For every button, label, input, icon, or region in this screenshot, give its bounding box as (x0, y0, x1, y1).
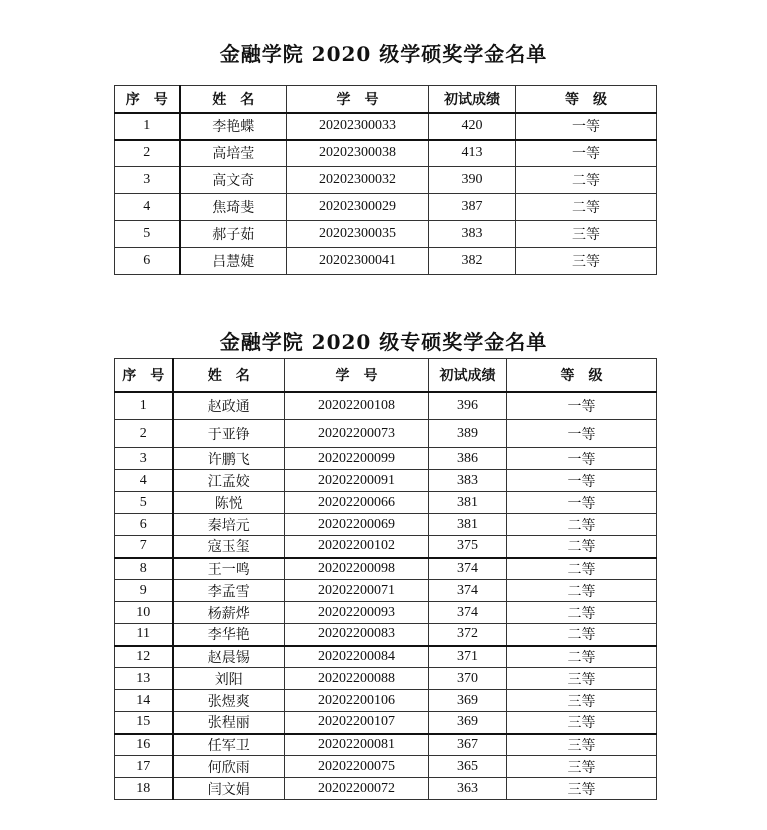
table-row (115, 167, 657, 194)
row-number: 2 (115, 140, 180, 167)
header-score: 初试成绩 (429, 359, 507, 392)
table-header-row (115, 86, 657, 113)
student-name: 刘阳 (173, 668, 285, 690)
student-id: 20202200093 (285, 602, 429, 624)
table-row (115, 558, 657, 580)
table-row (115, 602, 657, 624)
student-name: 李孟雪 (173, 580, 285, 602)
scholarship-grade: 三等 (507, 756, 657, 778)
exam-score: 381 (429, 514, 507, 536)
student-name: 秦培元 (173, 514, 285, 536)
row-number: 5 (115, 221, 180, 248)
table-row (115, 536, 657, 558)
student-id: 20202200071 (285, 580, 429, 602)
scholarship-grade: 一等 (507, 470, 657, 492)
student-name: 高文奇 (180, 167, 287, 194)
table-row (115, 420, 657, 448)
row-number: 5 (115, 492, 173, 514)
exam-score: 370 (429, 668, 507, 690)
student-name: 张程丽 (173, 712, 285, 734)
student-id: 20202200072 (285, 778, 429, 800)
scholarship-grade: 一等 (507, 392, 657, 420)
student-id: 20202300041 (287, 248, 429, 275)
header-grade: 等 级 (507, 359, 657, 392)
row-number: 3 (115, 167, 180, 194)
table-row (115, 514, 657, 536)
exam-score: 387 (429, 194, 516, 221)
scholarship-grade: 三等 (516, 221, 657, 248)
exam-score: 369 (429, 712, 507, 734)
student-id: 20202200069 (285, 514, 429, 536)
row-number: 18 (115, 778, 173, 800)
exam-score: 383 (429, 470, 507, 492)
row-number: 8 (115, 558, 173, 580)
student-id: 20202300033 (287, 113, 429, 140)
student-name: 吕慧婕 (180, 248, 287, 275)
exam-score: 386 (429, 448, 507, 470)
student-id: 20202200108 (285, 392, 429, 420)
table-row (115, 448, 657, 470)
exam-score: 369 (429, 690, 507, 712)
table-row (115, 646, 657, 668)
exam-score: 420 (429, 113, 516, 140)
exam-score: 371 (429, 646, 507, 668)
student-id: 20202300029 (287, 194, 429, 221)
table-row (115, 492, 657, 514)
exam-score: 363 (429, 778, 507, 800)
scholarship-grade: 三等 (507, 668, 657, 690)
scholarship-grade: 三等 (507, 712, 657, 734)
header-student-id: 学 号 (287, 86, 429, 113)
row-number: 4 (115, 470, 173, 492)
scholarship-grade: 一等 (507, 448, 657, 470)
row-number: 7 (115, 536, 173, 558)
student-id: 20202300035 (287, 221, 429, 248)
student-id: 20202200106 (285, 690, 429, 712)
table-row (115, 194, 657, 221)
scholarship-grade: 一等 (507, 492, 657, 514)
table-row (115, 470, 657, 492)
student-id: 20202200099 (285, 448, 429, 470)
scholarship-grade: 二等 (516, 194, 657, 221)
student-id: 20202200075 (285, 756, 429, 778)
scholarship-grade: 三等 (507, 734, 657, 756)
exam-score: 389 (429, 420, 507, 448)
row-number: 11 (115, 624, 173, 646)
exam-score: 396 (429, 392, 507, 420)
scholarship-grade: 一等 (507, 420, 657, 448)
table-row (115, 113, 657, 140)
table-row (115, 248, 657, 275)
student-name: 何欣雨 (173, 756, 285, 778)
header-student-id: 学 号 (285, 359, 429, 392)
student-name: 许鹏飞 (173, 448, 285, 470)
header-name: 姓 名 (173, 359, 285, 392)
scholarship-grade: 二等 (507, 536, 657, 558)
table-row (115, 756, 657, 778)
table-row (115, 624, 657, 646)
row-number: 4 (115, 194, 180, 221)
header-grade: 等 级 (516, 86, 657, 113)
table-row (115, 140, 657, 167)
header-no: 序 号 (115, 86, 180, 113)
scholarship-grade: 二等 (507, 624, 657, 646)
student-id: 20202200102 (285, 536, 429, 558)
row-number: 10 (115, 602, 173, 624)
scholarship-grade: 二等 (507, 558, 657, 580)
exam-score: 374 (429, 602, 507, 624)
student-id: 20202300038 (287, 140, 429, 167)
exam-score: 374 (429, 580, 507, 602)
row-number: 12 (115, 646, 173, 668)
student-name: 江孟姣 (173, 470, 285, 492)
student-name: 张煜爽 (173, 690, 285, 712)
student-name: 李华艳 (173, 624, 285, 646)
scholarship-grade: 二等 (507, 646, 657, 668)
row-number: 9 (115, 580, 173, 602)
row-number: 16 (115, 734, 173, 756)
student-name: 赵晨锡 (173, 646, 285, 668)
student-name: 闫文娟 (173, 778, 285, 800)
professional-scholarship-table (114, 358, 657, 800)
row-number: 14 (115, 690, 173, 712)
student-id: 20202200084 (285, 646, 429, 668)
student-id: 20202200098 (285, 558, 429, 580)
exam-score: 413 (429, 140, 516, 167)
row-number: 1 (115, 392, 173, 420)
row-number: 1 (115, 113, 180, 140)
table-header-row (115, 359, 657, 392)
table-row (115, 734, 657, 756)
student-name: 焦琦斐 (180, 194, 287, 221)
scholarship-grade: 三等 (507, 778, 657, 800)
scholarship-grade: 一等 (516, 113, 657, 140)
student-name: 任军卫 (173, 734, 285, 756)
exam-score: 382 (429, 248, 516, 275)
student-name: 赵政通 (173, 392, 285, 420)
row-number: 17 (115, 756, 173, 778)
student-id: 20202200088 (285, 668, 429, 690)
student-name: 高培莹 (180, 140, 287, 167)
professional-scholarship-title: 金融学院 2020 级专硕奖学金名单 (219, 330, 548, 354)
student-id: 20202300032 (287, 167, 429, 194)
student-name: 寇玉玺 (173, 536, 285, 558)
scholarship-grade: 二等 (516, 167, 657, 194)
row-number: 6 (115, 248, 180, 275)
student-id: 20202200107 (285, 712, 429, 734)
exam-score: 390 (429, 167, 516, 194)
student-id: 20202200066 (285, 492, 429, 514)
table-row (115, 580, 657, 602)
exam-score: 375 (429, 536, 507, 558)
student-name: 陈悦 (173, 492, 285, 514)
student-name: 王一鸣 (173, 558, 285, 580)
header-no: 序 号 (115, 359, 173, 392)
student-id: 20202200091 (285, 470, 429, 492)
row-number: 6 (115, 514, 173, 536)
student-id: 20202200073 (285, 420, 429, 448)
table-row (115, 668, 657, 690)
header-name: 姓 名 (180, 86, 287, 113)
exam-score: 374 (429, 558, 507, 580)
scholarship-grade: 二等 (507, 602, 657, 624)
student-name: 杨薪烨 (173, 602, 285, 624)
scholarship-grade: 三等 (516, 248, 657, 275)
student-name: 郝子茹 (180, 221, 287, 248)
table-row (115, 778, 657, 800)
scholarship-grade: 三等 (507, 690, 657, 712)
header-score: 初试成绩 (429, 86, 516, 113)
student-name: 李艳蝶 (180, 113, 287, 140)
exam-score: 383 (429, 221, 516, 248)
scholarship-grade: 一等 (516, 140, 657, 167)
scholarship-grade: 二等 (507, 580, 657, 602)
student-id: 20202200081 (285, 734, 429, 756)
exam-score: 365 (429, 756, 507, 778)
row-number: 2 (115, 420, 173, 448)
master-scholarship-table (114, 85, 657, 275)
row-number: 3 (115, 448, 173, 470)
table-row (115, 712, 657, 734)
scholarship-grade: 二等 (507, 514, 657, 536)
master-scholarship-title: 金融学院 2020 级学硕奖学金名单 (219, 42, 548, 66)
table-row (115, 690, 657, 712)
table-row (115, 221, 657, 248)
row-number: 13 (115, 668, 173, 690)
exam-score: 381 (429, 492, 507, 514)
table-row (115, 392, 657, 420)
exam-score: 372 (429, 624, 507, 646)
exam-score: 367 (429, 734, 507, 756)
row-number: 15 (115, 712, 173, 734)
student-id: 20202200083 (285, 624, 429, 646)
student-name: 于亚铮 (173, 420, 285, 448)
